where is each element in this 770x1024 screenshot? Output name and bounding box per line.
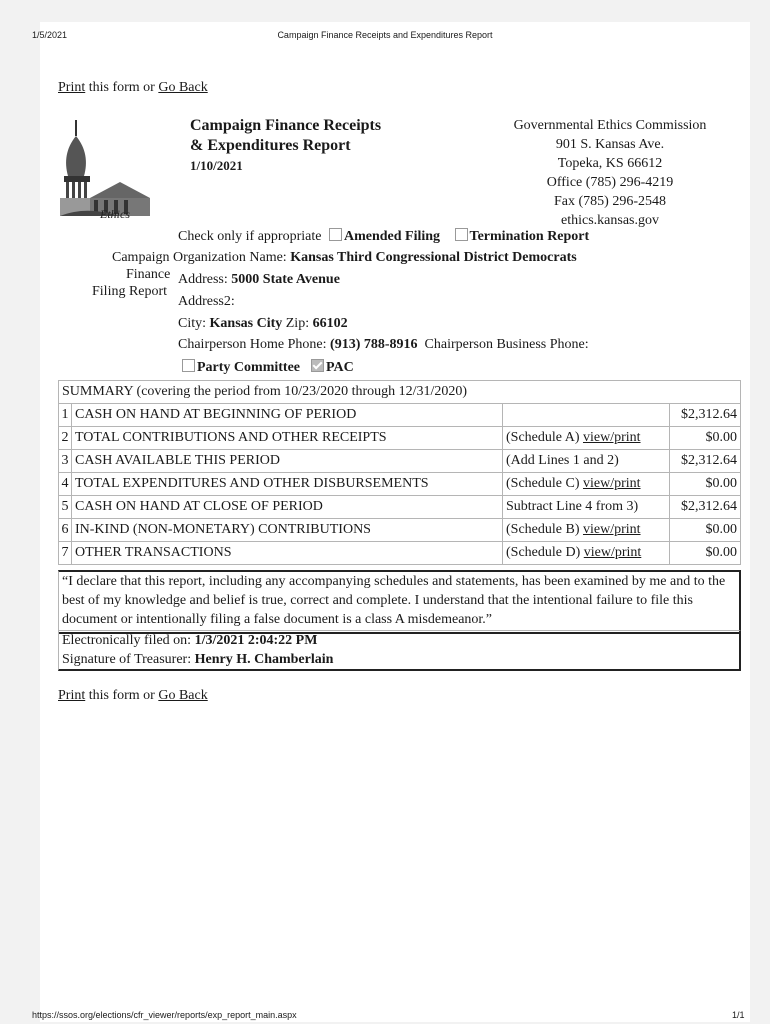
print-page-number: 1/1 [732, 1010, 745, 1020]
schedule-text: (Schedule C) [506, 476, 583, 491]
row-amount: $0.00 [670, 427, 741, 450]
org-name-value: Kansas Third Congressional District Democrats [290, 250, 577, 265]
zip-value: 66102 [312, 316, 348, 331]
address-value: 5000 State Avenue [231, 272, 340, 287]
amended-filing-label: Amended Filing [343, 229, 441, 244]
home-phone-value: (913) 788-8916 [330, 337, 418, 352]
report-title-block [190, 116, 381, 176]
signature-label: Signature of Treasurer: [62, 652, 192, 667]
schedule-text: (Schedule B) [506, 522, 583, 537]
schedule-c-view-link[interactable]: view/print [582, 476, 641, 491]
row-label: CASH ON HAND AT CLOSE OF PERIOD [72, 496, 503, 519]
pac-label: PAC [326, 360, 354, 375]
row-number: 2 [59, 427, 72, 450]
row-amount: $2,312.64 [670, 404, 741, 427]
schedule-text: (Schedule D) [506, 545, 584, 560]
signature-row [62, 650, 736, 669]
table-row [59, 450, 741, 473]
capitol-dome-icon [60, 114, 150, 220]
row-schedule [503, 450, 670, 473]
nav-text: this form or [85, 80, 159, 95]
phone-row [178, 337, 589, 353]
row-schedule [503, 404, 670, 427]
committee-type-row [178, 359, 354, 376]
schedule-text: (Schedule A) [506, 430, 583, 445]
row-label: IN-KIND (NON-MONETARY) CONTRIBUTIONS [72, 519, 503, 542]
agency-city: Topeka, KS 66612 [557, 156, 663, 171]
row-schedule [503, 496, 670, 519]
termination-report-label: Termination Report [469, 229, 590, 244]
table-row [59, 496, 741, 519]
schedule-b-view-link[interactable]: view/print [582, 522, 641, 537]
side-label-finance: Finance [126, 267, 171, 282]
row-amount: $0.00 [670, 473, 741, 496]
side-label-campaign: Campaign [112, 250, 170, 265]
row-schedule [503, 427, 670, 450]
filed-on-value: 1/3/2021 2:04:22 PM [194, 633, 318, 648]
city-value: Kansas City [209, 316, 283, 331]
filed-on-label: Electronically filed on: [62, 633, 192, 648]
city-zip-row [178, 316, 348, 332]
table-row [59, 427, 741, 450]
address-label: Address: [178, 272, 228, 287]
schedule-d-view-link[interactable]: view/print [583, 545, 642, 560]
city-label: City: [178, 316, 207, 331]
row-number: 3 [59, 450, 72, 473]
address-row [178, 272, 340, 288]
agency-fax: Fax (785) 296-2548 [554, 194, 666, 209]
agency-address-block [490, 116, 730, 230]
row-label: TOTAL CONTRIBUTIONS AND OTHER RECEIPTS [72, 427, 503, 450]
report-title-line-1: Campaign Finance Receipts [190, 117, 382, 134]
party-committee-label: Party Committee [197, 360, 301, 375]
row-label: OTHER TRANSACTIONS [72, 542, 503, 565]
address2-label: Address2: [178, 294, 235, 309]
print-page-title: Campaign Finance Receipts and Expenditures Report [277, 30, 493, 40]
signature-value: Henry H. Chamberlain [194, 652, 334, 667]
org-name-label: Organization Name: [173, 250, 287, 265]
schedule-text: (Add Lines 1 and 2) [506, 453, 619, 468]
home-phone-label: Chairperson Home Phone: [178, 337, 327, 352]
bottom-nav [58, 688, 208, 704]
row-amount: $0.00 [670, 519, 741, 542]
row-label: CASH AVAILABLE THIS PERIOD [72, 450, 503, 473]
row-number: 5 [59, 496, 72, 519]
schedule-a-view-link[interactable]: view/print [582, 430, 641, 445]
row-amount: $0.00 [670, 542, 741, 565]
print-link-bottom[interactable]: Print [58, 688, 86, 703]
table-row [59, 519, 741, 542]
address2-row [178, 294, 235, 310]
logo-text: Ethics [100, 207, 130, 220]
report-date: 1/10/2021 [190, 158, 243, 173]
row-schedule [503, 542, 670, 565]
schedule-text: Subtract Line 4 from 3) [506, 499, 639, 514]
summary-table [58, 380, 741, 565]
declaration-text: “I declare that this report, including any accompanying schedules and statements, has been examined by me and to the best of my knowledge and belief is true, correct and complete. I understand that the intentional failure to file this document or intentionally filing a false document is a class A misdemeanor.” [58, 570, 741, 634]
go-back-link[interactable]: Go Back [158, 80, 208, 95]
summary-header-row [59, 381, 741, 404]
summary-header: SUMMARY (covering the period from 10/23/2020 through 12/31/2020) [59, 381, 741, 404]
row-number: 1 [59, 404, 72, 427]
top-nav [58, 80, 208, 96]
org-name-row [112, 250, 577, 266]
filing-signature-block [58, 630, 741, 671]
agency-office-phone: Office (785) 296-4219 [546, 175, 674, 190]
table-row [59, 473, 741, 496]
termination-report-checkbox[interactable] [455, 228, 468, 241]
row-number: 4 [59, 473, 72, 496]
row-number: 6 [59, 519, 72, 542]
print-url: https://ssos.org/elections/cfr_viewer/reports/exp_report_main.aspx [32, 1010, 297, 1020]
agency-street: 901 S. Kansas Ave. [555, 137, 665, 152]
go-back-link-bottom[interactable]: Go Back [158, 688, 208, 703]
table-row [59, 404, 741, 427]
amended-filing-checkbox[interactable] [329, 228, 342, 241]
print-date: 1/5/2021 [32, 30, 68, 40]
filed-on-row [62, 631, 736, 650]
table-row [59, 542, 741, 565]
row-amount: $2,312.64 [670, 496, 741, 519]
pac-checkbox[interactable] [311, 359, 324, 372]
agency-website: ethics.kansas.gov [561, 213, 659, 228]
row-schedule [503, 519, 670, 542]
row-label: TOTAL EXPENDITURES AND OTHER DISBURSEMENTS [72, 473, 503, 496]
print-link[interactable]: Print [58, 80, 86, 95]
filing-type-row [178, 228, 589, 245]
agency-name: Governmental Ethics Commission [513, 118, 707, 133]
side-label-filing-report: Filing Report [92, 284, 168, 299]
row-amount: $2,312.64 [670, 450, 741, 473]
party-committee-checkbox[interactable] [182, 359, 195, 372]
row-number: 7 [59, 542, 72, 565]
nav-text-bottom: this form or [85, 688, 159, 703]
check-label: Check only if appropriate [178, 229, 322, 244]
zip-label: Zip: [285, 316, 310, 331]
row-label: CASH ON HAND AT BEGINNING OF PERIOD [72, 404, 503, 427]
business-phone-label: Chairperson Business Phone: [424, 337, 589, 352]
row-schedule [503, 473, 670, 496]
report-title-line-2: & Expenditures Report [190, 137, 351, 154]
